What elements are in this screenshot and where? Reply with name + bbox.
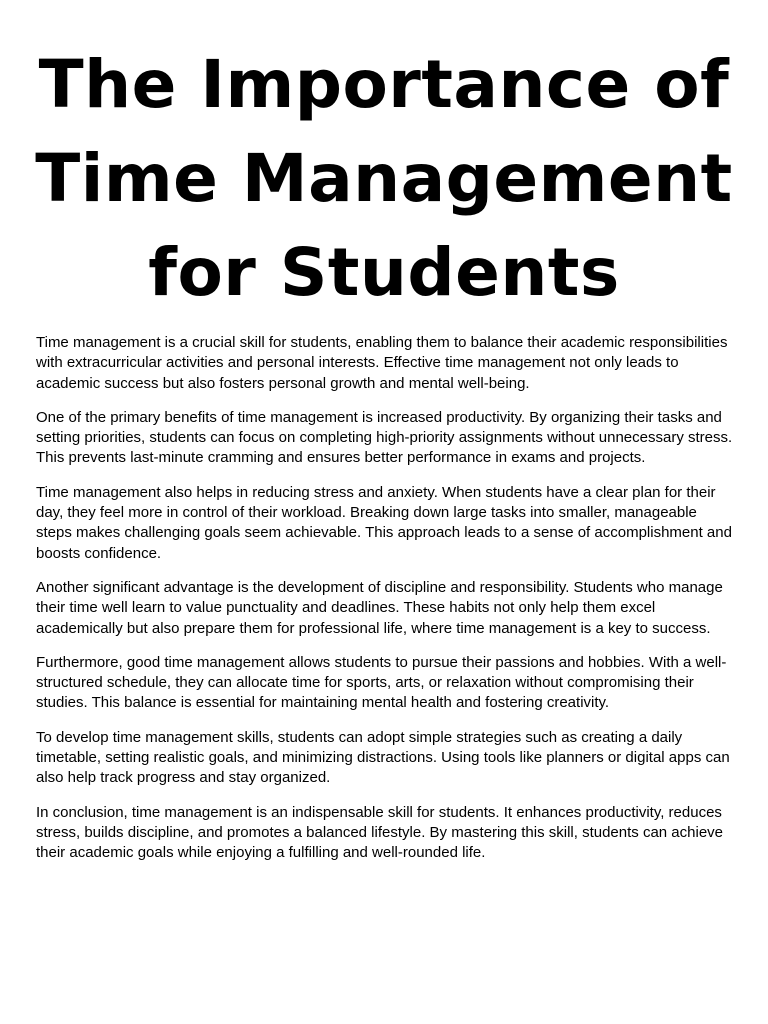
article-body bbox=[36, 333, 736, 878]
title-line-2: Time Management bbox=[35, 140, 733, 217]
paragraph-strategies: To develop time management skills, students can adopt simple strategies such as creating a daily timetable, setting realistic goals, and minimizing distractions. Using tools like planners or digital apps can also help track progress and stay organized. bbox=[36, 728, 730, 787]
paragraph-passions: Furthermore, good time management allows students to pursue their passions and hobbies. With a well-structured schedule, they can allocate time for sports, arts, or relaxation without compromising their studies. This balance is essential for maintaining mental health and fostering creativity. bbox=[36, 653, 727, 712]
paragraph-intro: Time management is a crucial skill for students, enabling them to balance their academic responsibilities with extracurricular activities and personal interests. Effective time management not only leads to academic success but also fosters personal growth and mental well-being. bbox=[36, 334, 728, 392]
paragraph-conclusion: In conclusion, time management is an indispensable skill for students. It enhances productivity, reduces stress, builds discipline, and promotes a balanced lifestyle. By mastering this skill, students can achieve their academic goals while enjoying a fulfilling and well-rounded life. bbox=[36, 803, 724, 862]
paragraph-discipline: Another significant advantage is the development of discipline and responsibility. Students who manage their time well learn to value punctuality and deadlines. These habits not only help them excel academically but also prepare them for professional life, where time management is a key to success. bbox=[36, 578, 723, 637]
page-title bbox=[20, 38, 748, 320]
title-line-1: The Importance of bbox=[38, 46, 730, 123]
title-line-3: for Students bbox=[148, 234, 620, 311]
paragraph-productivity: One of the primary benefits of time management is increased productivity. By organizing their tasks and setting priorities, students can focus on completing high-priority assignments without unnecessary stress. This prevents last-minute cramming and ensures better performance in exams and projects. bbox=[36, 408, 733, 467]
paragraph-stress: Time management also helps in reducing stress and anxiety. When students have a clear plan for their day, they feel more in control of their workload. Breaking down large tasks into smaller, manageable steps makes challenging goals seem achievable. This approach leads to a sense of accomplishment and boosts confidence. bbox=[36, 483, 732, 562]
